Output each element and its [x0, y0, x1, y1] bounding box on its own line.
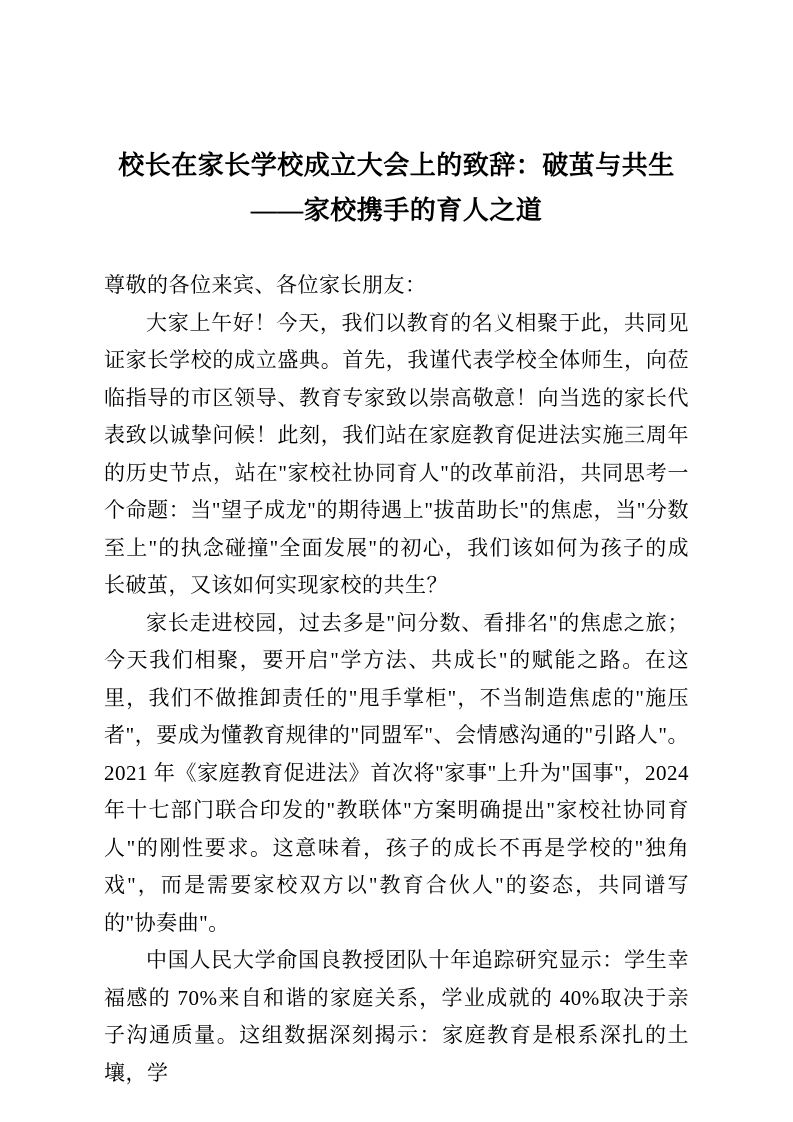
- document-title: 校长在家长学校成立大会上的致辞：破茧与共生——家校携手的育人之道: [118, 151, 675, 225]
- body-paragraph-1: 大家上午好！今天，我们以教育的名义相聚于此，共同见证家长学校的成立盛典。首先，我谨代表学校全体师生，向莅临指导的市区领导、教育专家致以崇高敬意！向当选的家长代表致以诚挚问候！此刻，我们站在家庭教育促进法实施三周年的历史节点，站在"家校社协同育人"的改革前沿，共同思考一个命题：当"望子成龙"的期待遇上"拔苗助长"的焦虑，当"分数至上"的执念碰撞"全面发展"的初心，我们该如何为孩子的成长破茧，又该如何实现家校的共生？: [104, 310, 689, 597]
- body-paragraph-3: 中国人民大学俞国良教授团队十年追踪研究显示：学生幸福感的 70%来自和谐的家庭关系，学业成就的 40%取决于亲子沟通质量。这组数据深刻揭示：家庭教育是根系深扎的土壤，学: [104, 948, 689, 1085]
- salutation-line: 尊敬的各位来宾、各位家长朋友：: [104, 273, 427, 297]
- body-paragraph-2: 家长走进校园，过去多是"问分数、看排名"的焦虑之旅；今天我们相聚，要开启"学方法、共成长"的赋能之路。在这里，我们不做推卸责任的"甩手掌柜"，不当制造焦虑的"施压者"，要成为懂教育规律的"同盟军"、会情感沟通的"引路人"。2021 年《家庭教育促进法》首次将"家事"上升为"国事"，2024 年十七部门联合印发的"教联体"方案明确提出"家校社协同育人"的刚性要求。这意味着，孩子的成长不再是学校的"独角戏"，而是需要家校双方以"教育合伙人"的姿态，共同谱写的"协奏曲"。: [104, 610, 689, 935]
